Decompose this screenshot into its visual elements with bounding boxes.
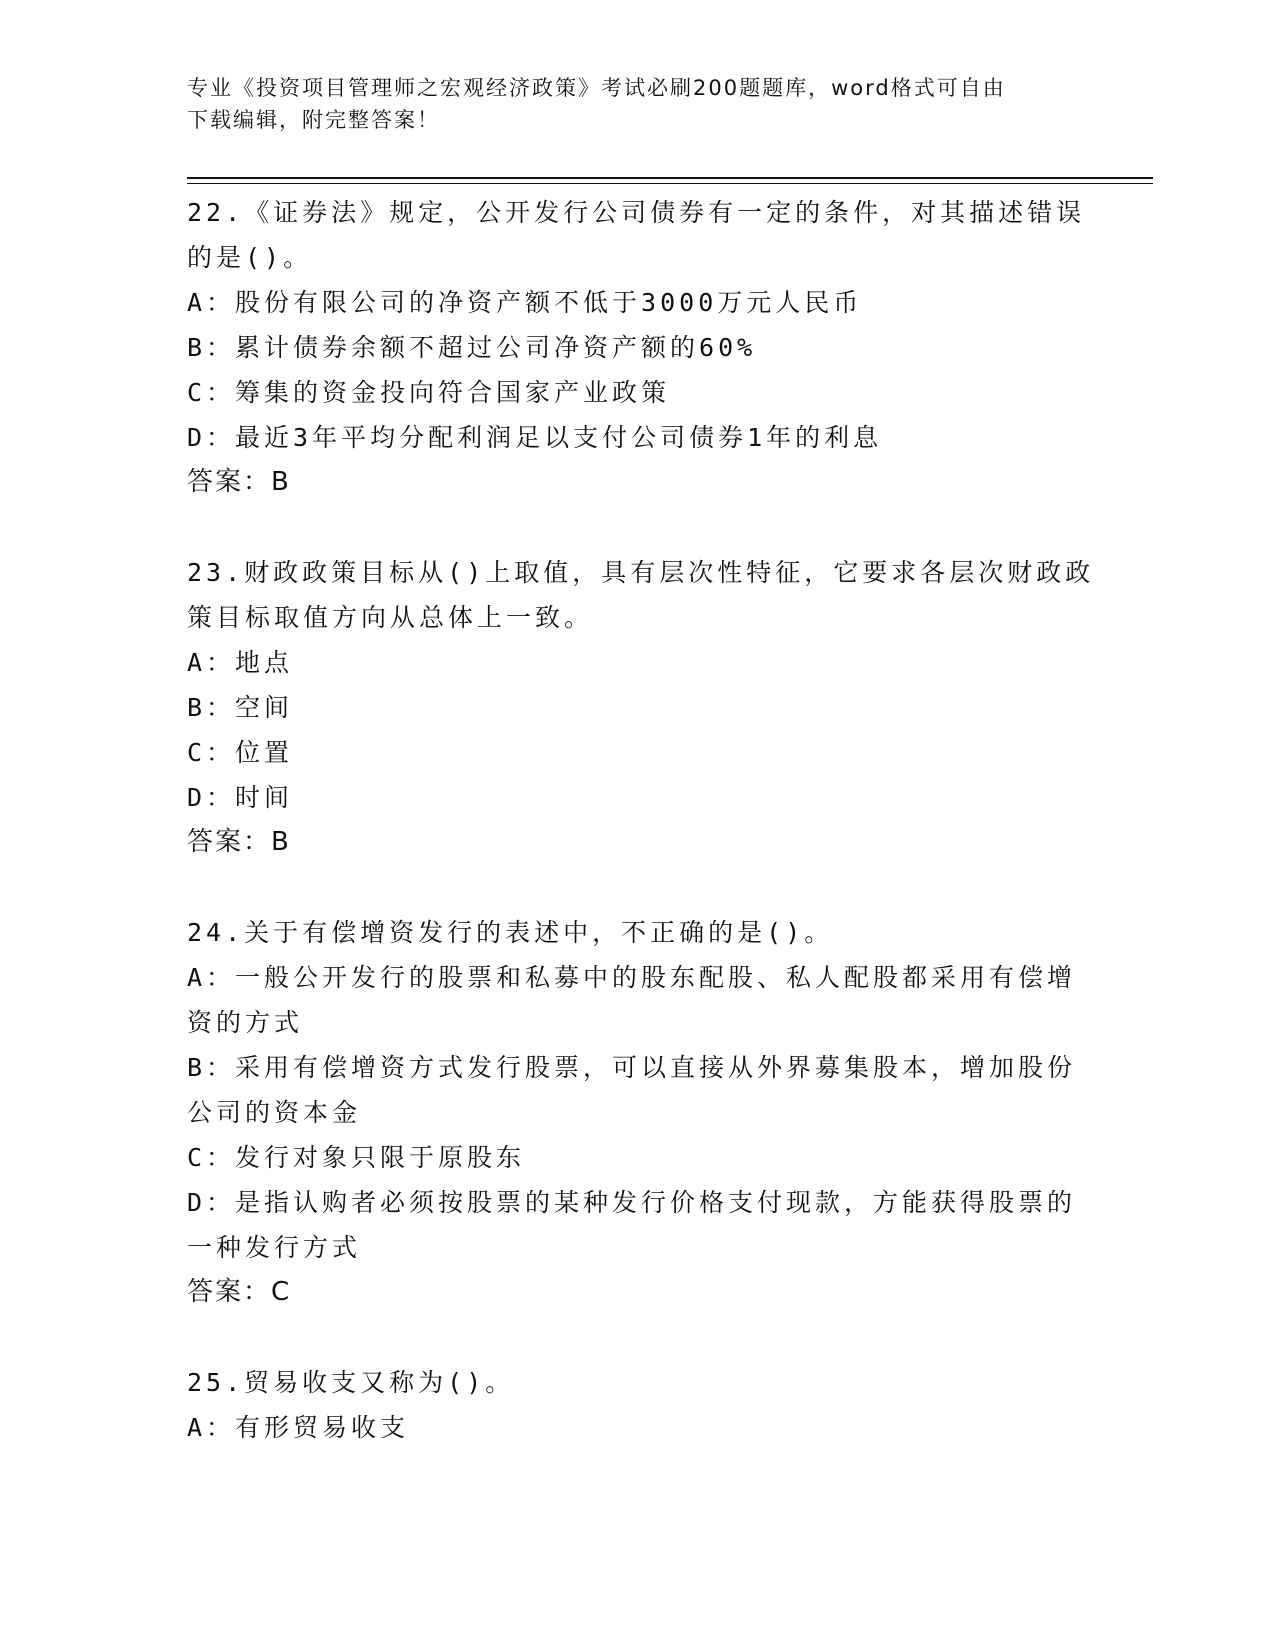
option-line: D：是指认购者必须按股票的某种发行价格支付现款，方能获得股票的 (187, 1188, 1077, 1217)
answer-text: 答案：B (187, 827, 291, 857)
option-a (187, 280, 1077, 325)
answer-text: 答案：C (187, 1277, 292, 1307)
option-b (187, 1045, 1077, 1135)
header-divider-thin (187, 183, 1153, 184)
option-d (187, 775, 1077, 820)
option-line: D：时间 (187, 783, 294, 812)
question-stem (187, 190, 1086, 280)
header-divider-thick (187, 177, 1153, 179)
option-line: B：空间 (187, 693, 294, 722)
option-line: A：一般公开发行的股票和私募中的股东配股、私人配股都采用有偿增 (187, 963, 1077, 992)
option-d (187, 1180, 1077, 1270)
header-line-2: 下载编辑，附完整答案！ (187, 108, 440, 132)
option-line: A：股份有限公司的净资产额不低于3000万元人民币 (187, 288, 863, 317)
question-stem (187, 1360, 1077, 1405)
document-header (187, 72, 1067, 136)
option-d (187, 415, 1077, 460)
question-stem (187, 550, 1095, 640)
option-line: C：发行对象只限于原股东 (187, 1143, 526, 1172)
question-block (187, 910, 1077, 1315)
option-line: A：地点 (187, 648, 294, 677)
question-block (187, 1360, 1077, 1450)
option-b (187, 325, 1077, 370)
question-stem-line: 的是()。 (187, 243, 313, 272)
question-block (187, 190, 1086, 505)
option-a (187, 955, 1077, 1045)
question-block (187, 550, 1095, 865)
option-line: 公司的资本金 (187, 1098, 362, 1127)
question-stem-line: 24.关于有偿增资发行的表述中，不正确的是()。 (187, 918, 834, 947)
option-line: 一种发行方式 (187, 1233, 362, 1262)
option-line: B：累计债券余额不超过公司净资产额的60% (187, 333, 757, 362)
option-line: D：最近3年平均分配利润足以支付公司债券1年的利息 (187, 423, 883, 452)
answer-text: 答案：B (187, 467, 291, 497)
option-line: A：有形贸易收支 (187, 1413, 410, 1442)
option-line: 资的方式 (187, 1008, 304, 1037)
option-line: B：采用有偿增资方式发行股票，可以直接从外界募集股本，增加股份 (187, 1053, 1077, 1082)
question-stem-line: 25.贸易收支又称为()。 (187, 1368, 515, 1397)
question-stem-line: 策目标取值方向从总体上一致。 (187, 603, 594, 632)
question-stem-line: 22.《证券法》规定，公开发行公司债券有一定的条件，对其描述错误 (187, 198, 1086, 227)
option-line: C：筹集的资金投向符合国家产业政策 (187, 378, 671, 407)
option-c (187, 730, 1077, 775)
option-c (187, 1135, 1077, 1180)
option-b (187, 685, 1077, 730)
option-c (187, 370, 1077, 415)
option-a (187, 1405, 1077, 1450)
header-line-1: 专业《投资项目管理师之宏观经济政策》考试必刷200题题库，word格式可自由 (187, 76, 1006, 100)
question-stem (187, 910, 1077, 955)
option-a (187, 640, 1077, 685)
question-list (187, 190, 1095, 1495)
option-line: C：位置 (187, 738, 294, 767)
question-stem-line: 23.财政政策目标从()上取值，具有层次性特征，它要求各层次财政政 (187, 558, 1095, 587)
